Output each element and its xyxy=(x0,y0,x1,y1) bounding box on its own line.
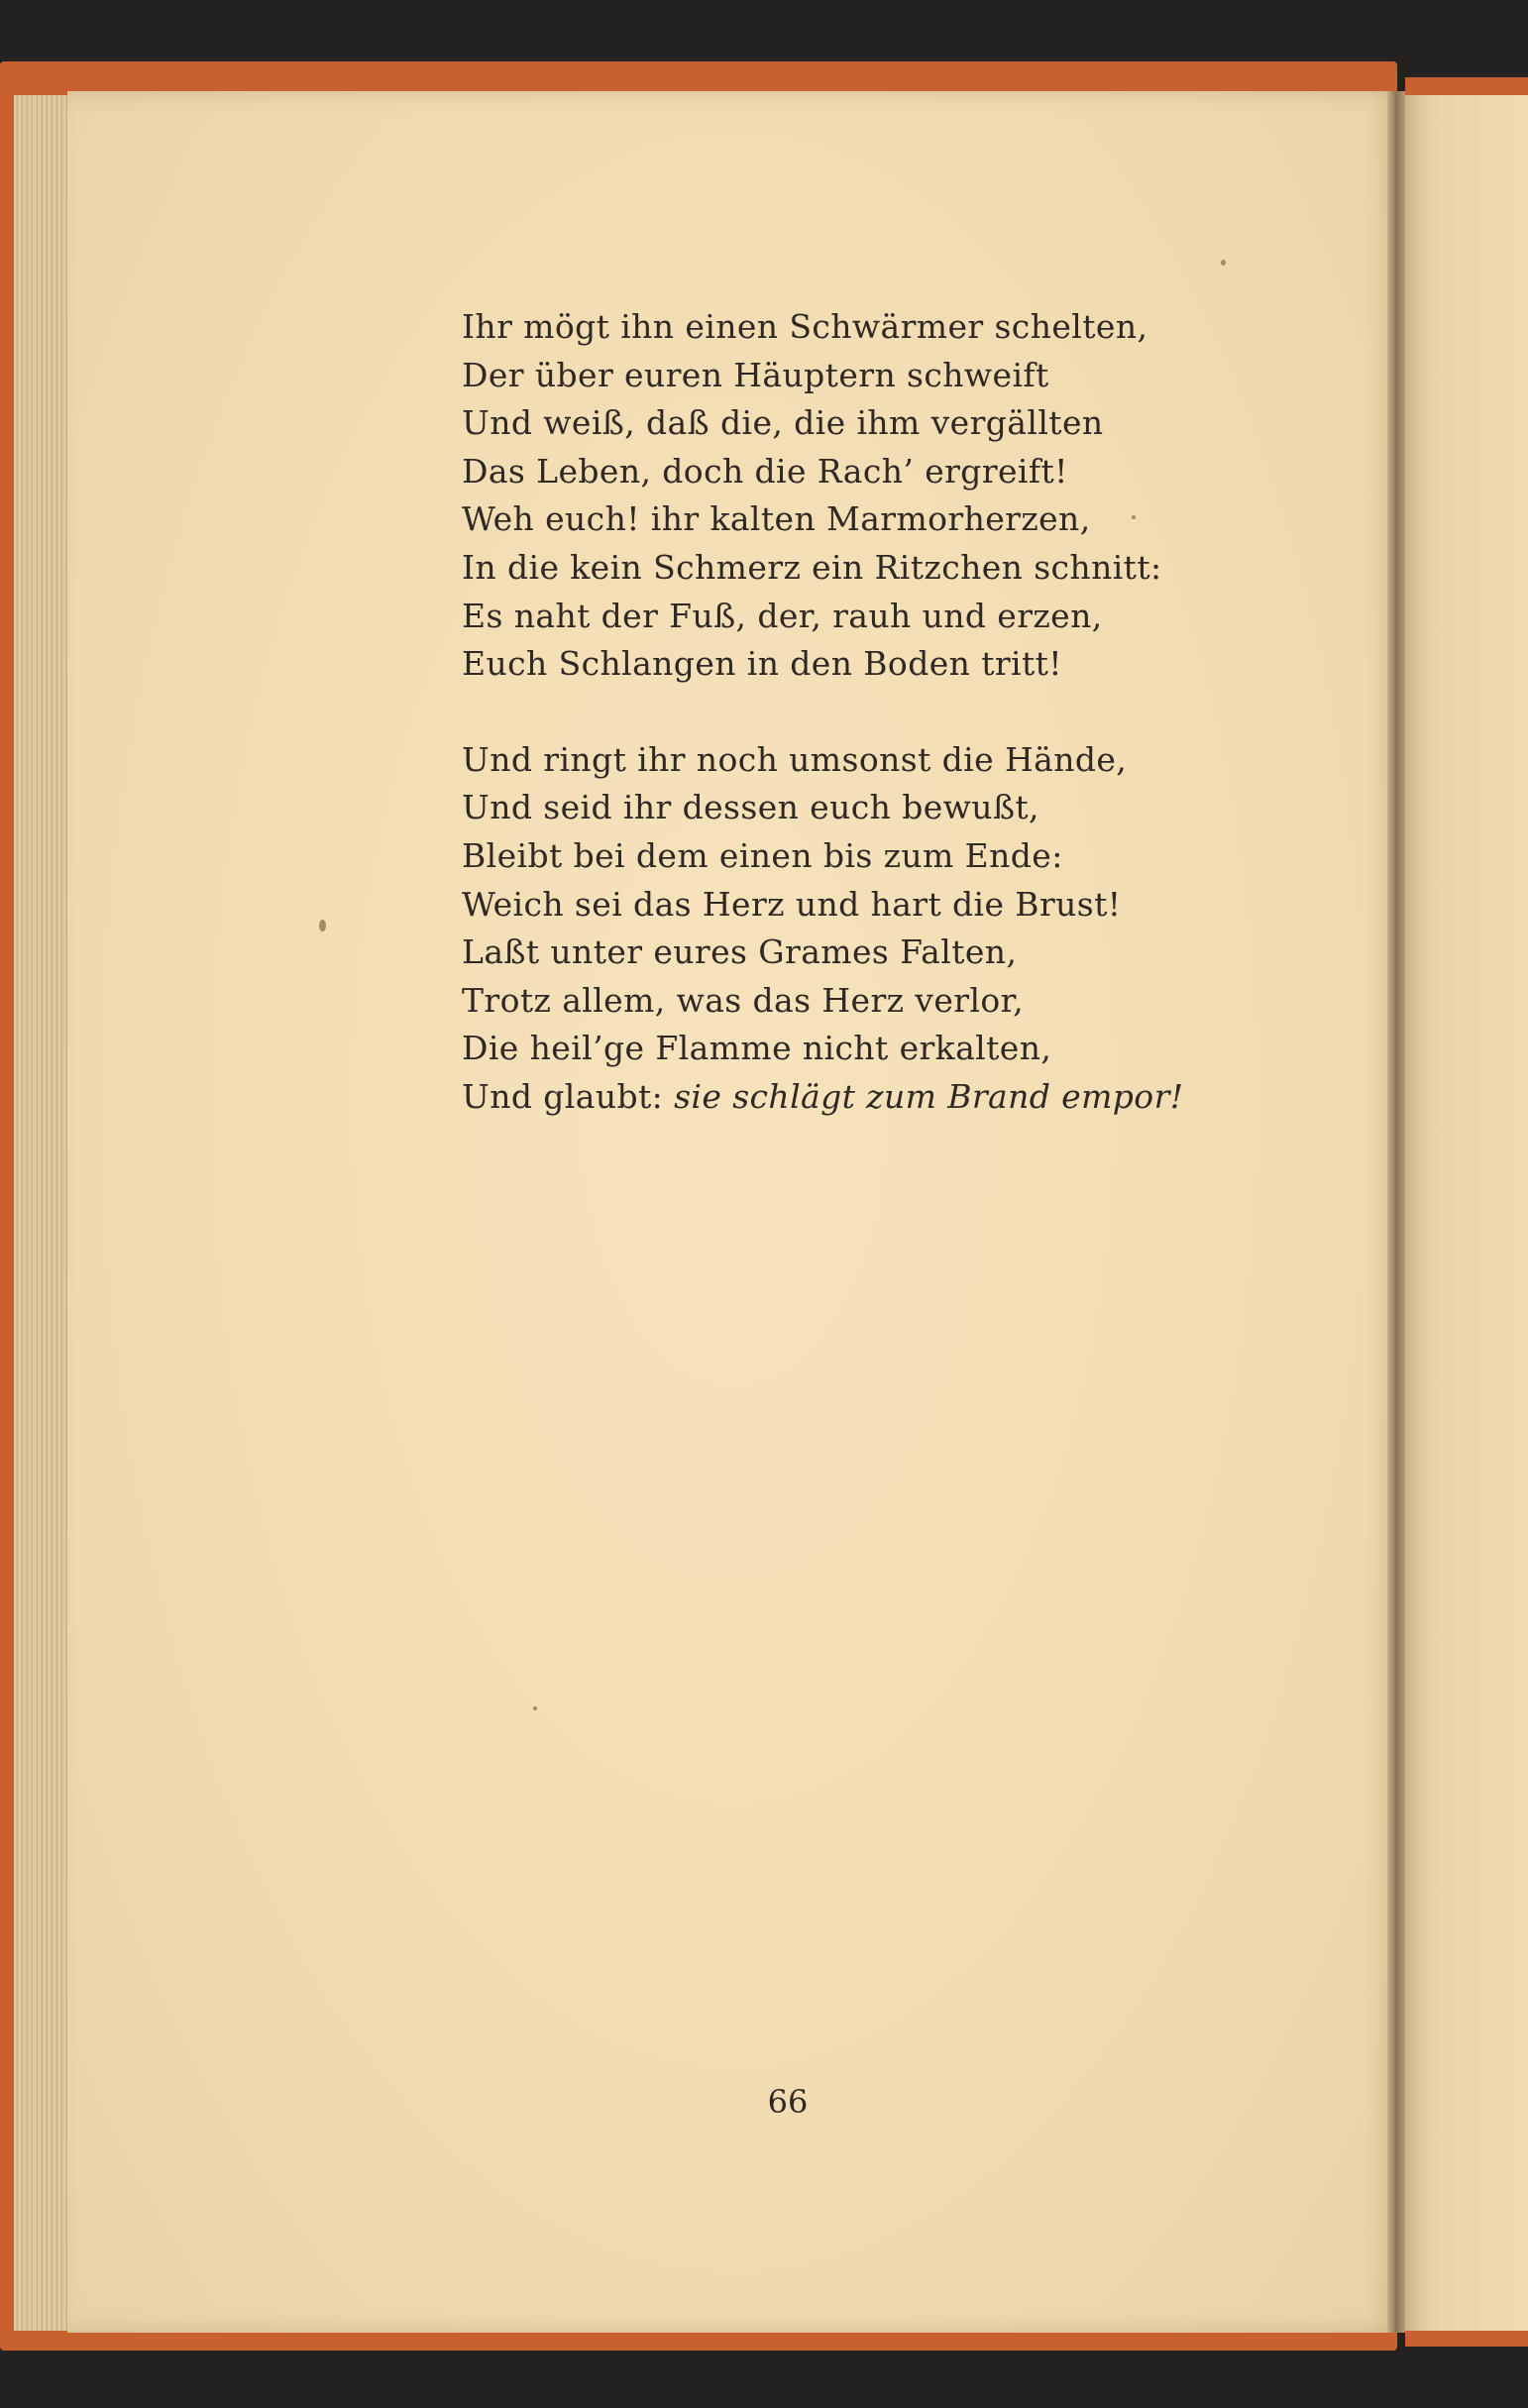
poem-line: Und weiß, daß die, die ihm vergällten xyxy=(462,403,1104,443)
page-stack-edges xyxy=(14,95,73,2331)
stanza-2 xyxy=(462,736,1215,1122)
poem-line: Ihr mögt ihn einen Schwärmer schelten, xyxy=(462,307,1148,346)
last-line-italic: sie schlägt zum Brand empor! xyxy=(674,1076,1184,1116)
poem-line: Euch Schlangen in den Boden tritt! xyxy=(462,644,1062,684)
paper-speck xyxy=(319,920,326,931)
poem-line: Weich sei das Herz und hart die Brust! xyxy=(462,884,1122,924)
poem-line: Und ringt ihr noch umsonst die Hände, xyxy=(462,739,1128,779)
page-number: 66 xyxy=(767,2083,809,2121)
poem-line: Die heil’ge Flamme nicht erkalten, xyxy=(462,1029,1052,1068)
poem-line: Laßt unter eures Grames Falten, xyxy=(462,932,1018,972)
poem-last-line xyxy=(462,1073,1215,1122)
poem-line: Der über euren Häuptern schweift xyxy=(462,355,1049,394)
stanza-1 xyxy=(462,303,1215,689)
poem xyxy=(462,303,1215,1169)
book-gutter xyxy=(1387,91,1405,2333)
next-page-edge xyxy=(1405,95,1528,2331)
poem-line: Bleibt bei dem einen bis zum Ende: xyxy=(462,835,1063,875)
paper-speck xyxy=(533,1706,537,1710)
poem-line: Und seid ihr dessen euch bewußt, xyxy=(462,788,1039,827)
poem-line: Weh euch! ihr kalten Marmorherzen, xyxy=(462,499,1091,539)
last-line-roman: Und glaubt: xyxy=(462,1076,675,1116)
poem-line: In die kein Schmerz ein Ritzchen schnitt: xyxy=(462,547,1162,587)
paper-speck xyxy=(1221,260,1226,266)
poem-line: Das Leben, doch die Rach’ ergreift! xyxy=(462,451,1068,491)
poem-line: Trotz allem, was das Herz verlor, xyxy=(462,980,1025,1020)
poem-line: Es naht der Fuß, der, rauh und erzen, xyxy=(462,596,1103,635)
